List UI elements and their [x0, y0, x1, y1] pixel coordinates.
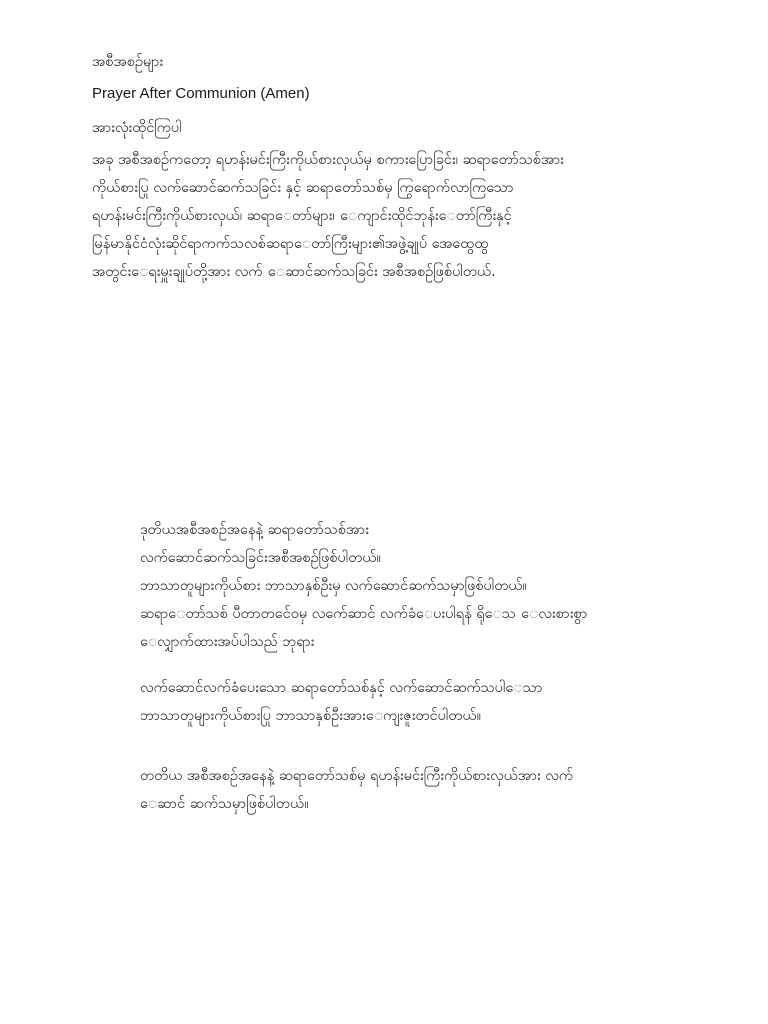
paragraph-line: အတွင်းေရးမှူးချုပ်တို့အား လက် ေဆာင်ဆက်သခြင်း အစီအစဉ်ဖြစ်ပါတယ်. [92, 264, 496, 280]
paragraph-line: ရဟန်းမင်းကြီးကိုယ်စားလှယ်၊ ဆရာေတာ်များ၊ ေကျာင်းထိုင်ဘုန်းေတာ်ကြီးနှင့် [92, 208, 512, 224]
paragraph-line: ေလျှာက်ထားအပ်ပါသည် ဘုရား [140, 634, 315, 650]
instruction-subheading: အားလုံးထိုင်ကြပါ [92, 120, 182, 136]
paragraph-line: ဒုတိယအစီအစဉ်အနေနဲ့ ဆရာတော်သစ်အား [140, 522, 369, 538]
paragraph-line: ဘာသာတူများကိုယ်စား ဘာသာနှစ်ဦးမှ လက်ဆောင်ဆက်သမှာဖြစ်ပါတယ်။ [140, 578, 527, 594]
paragraph-line: ဆရာေတာ်သစ် ပီတာတင်ေဝမှ လက်ေဆာင် လက်ခံေပးပါရန် ရိုေသ ေလးစားစွာ [140, 606, 588, 622]
english-title: Prayer After Communion (Amen) [92, 85, 310, 102]
paragraph-line: လက်ဆောင်ဆက်သခြင်းအစီအစဉ်ဖြစ်ပါတယ်။ [140, 550, 381, 566]
paragraph-line: တတိယ အစီအစဉ်အနေနဲ့ ဆရာတော်သစ်မှ ရဟန်းမင်းကြီးကိုယ်စားလှယ်အား လက် [140, 768, 574, 784]
paragraph-line: ကိုယ်စားပြု လက်ဆောင်ဆက်သခြင်း နှင့် ဆရာတော်သစ်မှ ကြွရောက်လာကြသော [92, 180, 514, 196]
paragraph-line: ေဆာင် ဆက်သမှာဖြစ်ပါတယ်။ [140, 796, 309, 812]
paragraph-line: ဘာသာတူများကိုယ်စားပြု ဘာသာနှစ်ဦးအားေကျးဇူးတင်ပါတယ်။ [140, 708, 481, 724]
paragraph-line: လက်ဆောင်လက်ခံပေးသော ဆရာတော်သစ်နှင့် လက်ဆောင်ဆက်သပါေသာ [140, 680, 543, 696]
paragraph-line: မြန်မာနိုင်ငံလုံးဆိုင်ရာကက်သလစ်ဆရာေတာ်ကြီးများ၏အဖွဲ့ချုပ် အေထွေထွ [92, 236, 489, 252]
paragraph-line: အခု အစီအစဉ်ကတော့ ရဟန်းမင်းကြီးကိုယ်စားလှယ်မှ စကားပြောခြင်း၊ ဆရာတော်သစ်အား [92, 152, 564, 168]
document-heading: အစီအစဉ်များ [92, 54, 164, 70]
